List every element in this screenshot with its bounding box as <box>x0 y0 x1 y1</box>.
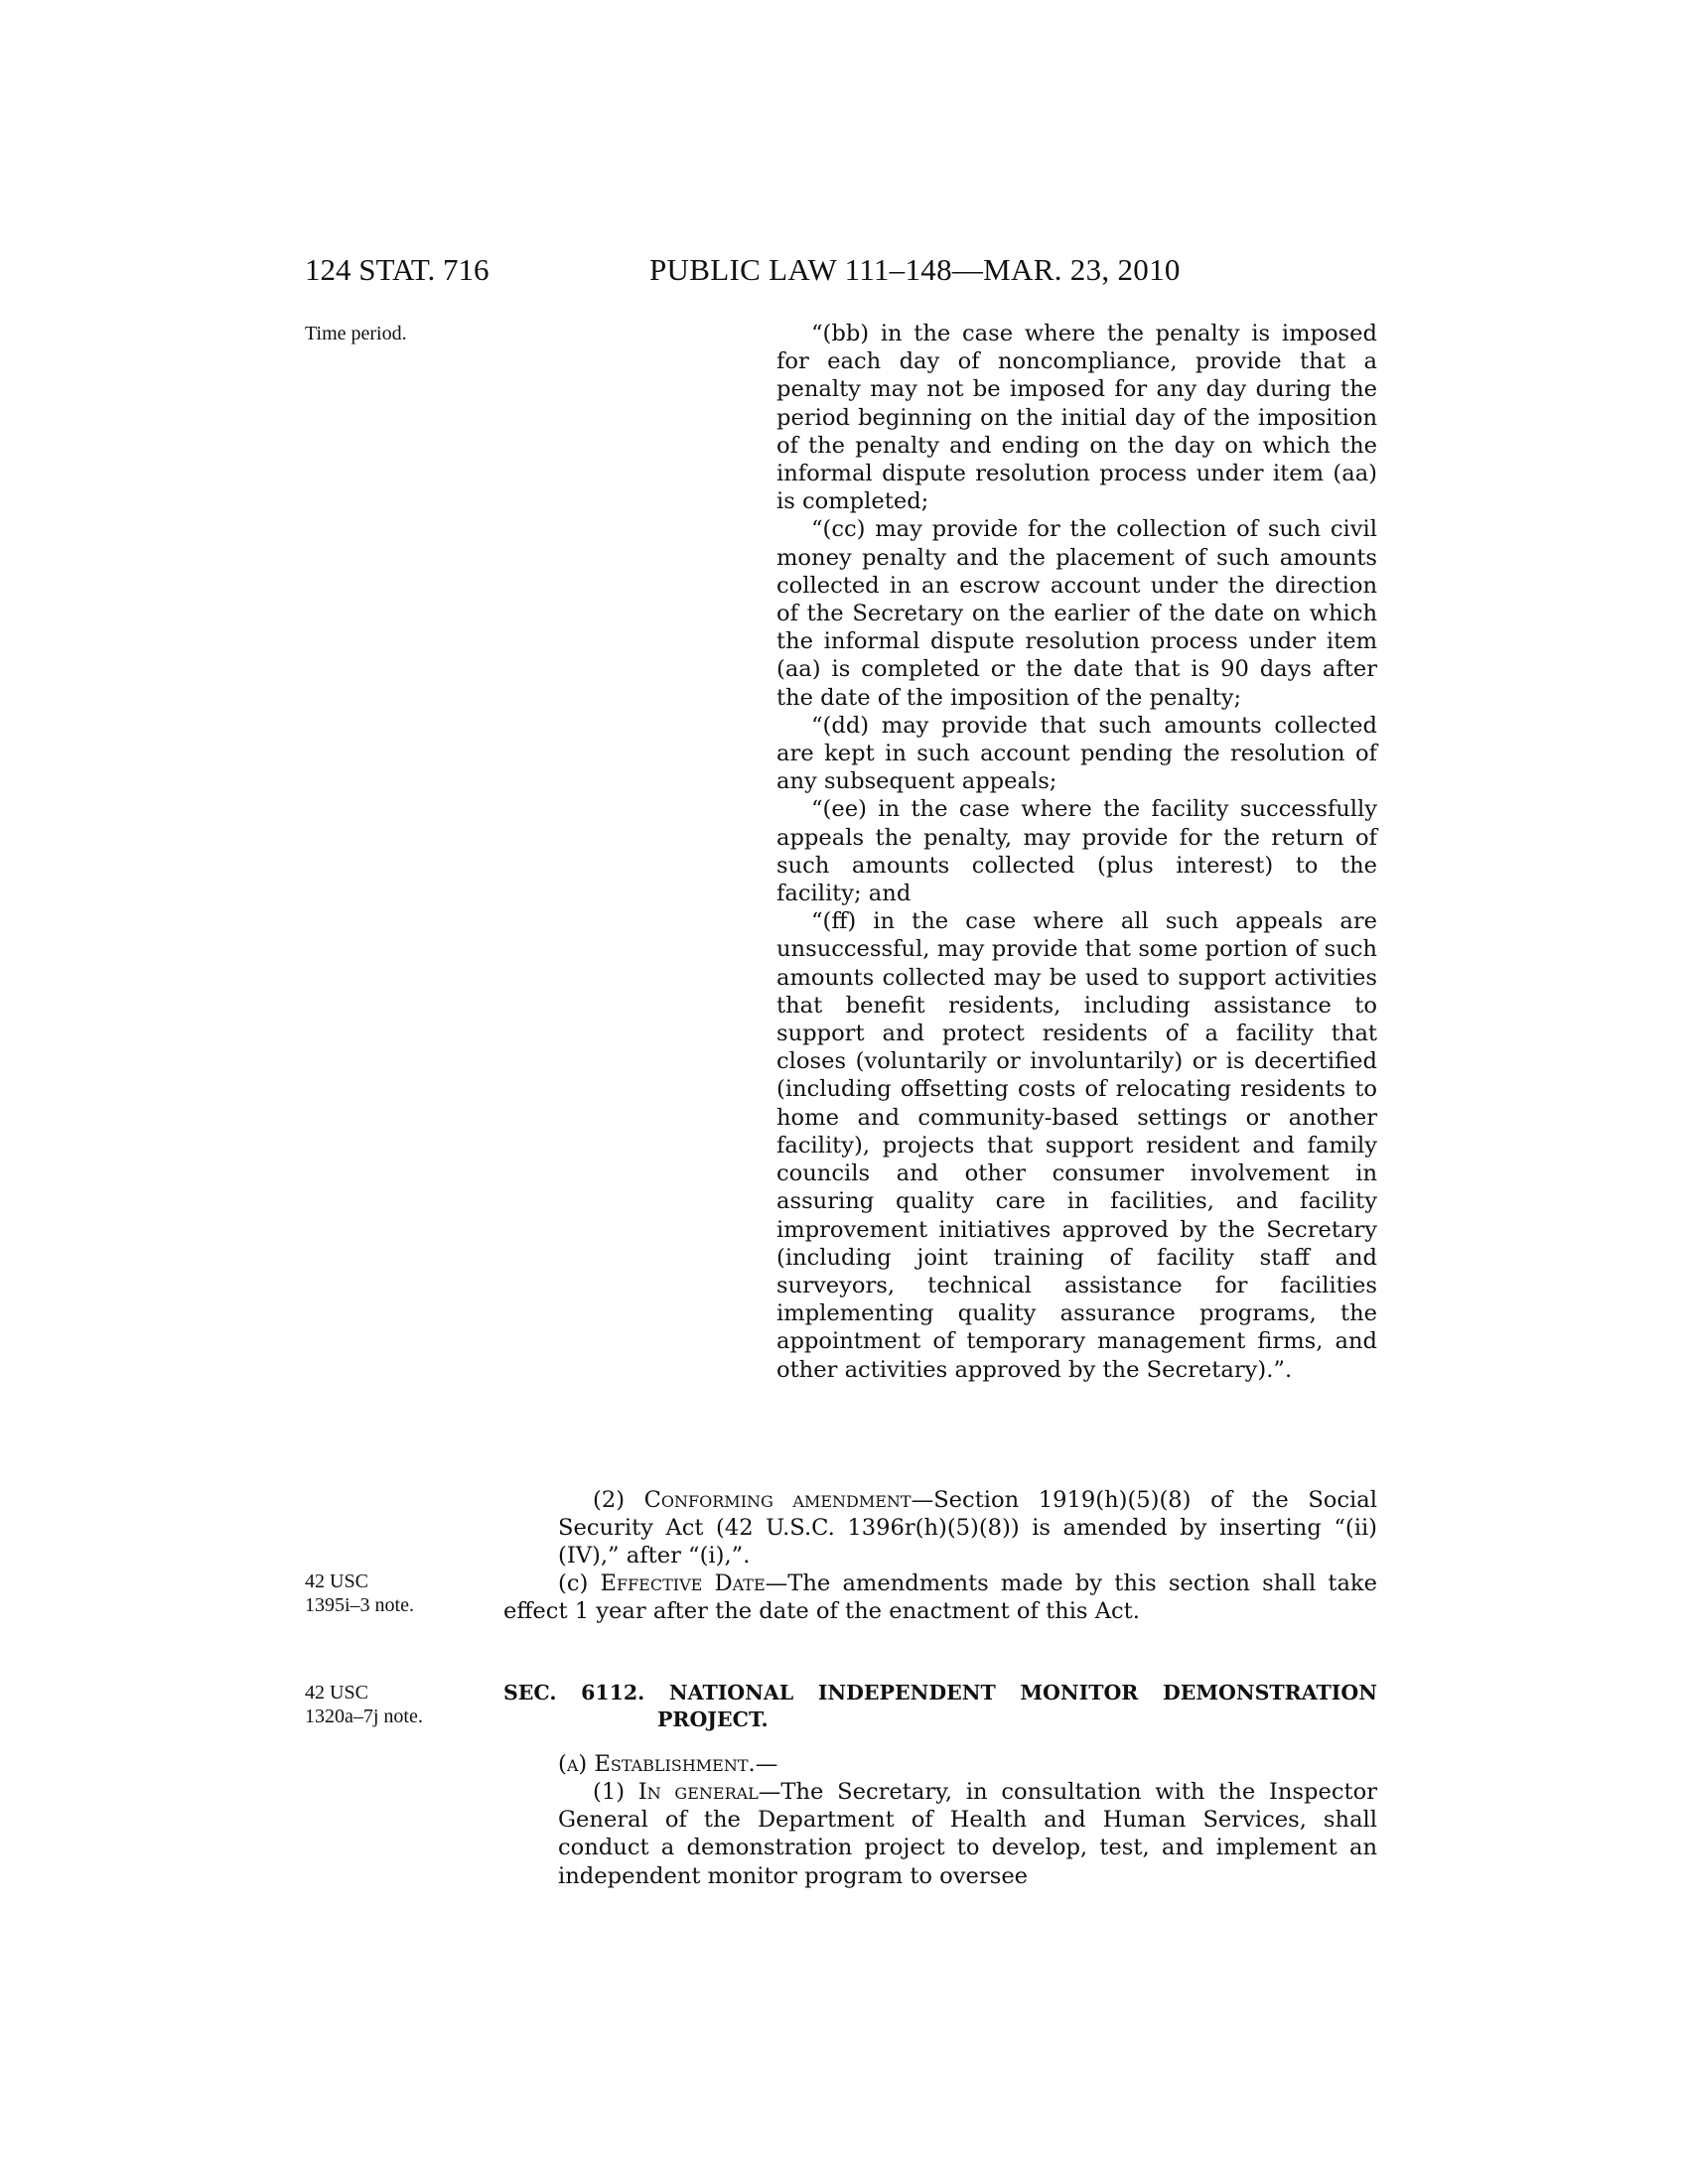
page-header <box>0 250 1688 290</box>
subitem-dd: “(dd) may provide that such amounts collected are kept in such account pending the resolution of any subsequent appeals; <box>776 712 1377 795</box>
subsection-heading: (a) Establishment.— <box>558 1751 778 1777</box>
section-title-line-2: PROJECT. <box>657 1707 769 1731</box>
paragraph-text: Section 1919(h)(5)(8) of the Social Security Act (42 U.S.C. 1396r(h)(5)(8)) is amended by inserting “(ii)(IV),” after “(i),”. <box>558 1487 1377 1570</box>
margin-note-text: Time period. <box>305 323 407 344</box>
paragraph-heading: Conforming amendment <box>643 1487 912 1513</box>
subitem-list <box>776 320 1377 1384</box>
margin-note-line: 1320a–7j note. <box>305 1706 423 1727</box>
public-law-citation: PUBLIC LAW 111–148—MAR. 23, 2010 <box>649 252 1181 287</box>
subitem-ff: “(ff) in the case where all such appeals are unsuccessful, may provide that some portion of such amounts collected may be used to support activities that benefit residents, including assistance to support and protect residents of a facility that closes (voluntarily or involuntarily) or is decertified (including offsetting costs of relocating residents to home and community-based settings or another facility), projects that support resident and family councils and other consumer involvement in assuring quality care in facilities, and facility improvement initiatives approved by the Secretary (including joint training of facility staff and surveyors, technical assistance for facilities implementing quality assurance programs, the appointment of temporary management firms, and other activities approved by the Secretary).”. <box>776 908 1377 1383</box>
subitem-bb: “(bb) in the case where the penalty is imposed for each day of noncompliance, provide that a penalty may not be imposed for any day during the period beginning on the initial day of the imposition of the penalty and ending on the day on which the informal dispute resolution process under item (aa) is completed; <box>776 321 1377 515</box>
effective-date-paragraph <box>503 1570 1377 1625</box>
paragraph-heading: In general <box>637 1779 759 1805</box>
margin-note-usc-1320a <box>305 1681 454 1728</box>
section-heading <box>503 1680 1377 1733</box>
section-label: SEC. <box>503 1681 557 1705</box>
margin-note-line: 42 USC <box>305 1682 368 1704</box>
section-title-word: DEMONSTRATION <box>1162 1681 1377 1705</box>
paragraph-number: (1) <box>593 1779 626 1805</box>
section-title-word: NATIONAL <box>668 1681 794 1705</box>
section-number: 6112. <box>581 1681 645 1705</box>
em-dash: — <box>758 1779 781 1805</box>
subitem-ee: “(ee) in the case where the facility successfully appeals the penalty, may provide for the return of such amounts collected (plus interest) to the facility; and <box>776 796 1377 907</box>
paragraph-number: (2) <box>593 1487 626 1513</box>
statute-page-number: 124 STAT. 716 <box>305 252 490 287</box>
in-general-paragraph <box>558 1778 1377 1890</box>
margin-note-line: 1395i–3 note. <box>305 1594 414 1616</box>
conforming-amendment-paragraph <box>558 1486 1377 1570</box>
margin-note-line: 42 USC <box>305 1570 368 1592</box>
paragraph-heading: Effective Date <box>600 1570 766 1596</box>
subitem-cc: “(cc) may provide for the collection of such civil money penalty and the placement of such amounts collected in an escrow account under the direction of the Secretary on the earlier of the date on which the informal dispute resolution process under item (aa) is completed or the date that is 90 days after the date of the imposition of the penalty; <box>776 516 1377 711</box>
paragraph-number: (c) <box>558 1570 589 1596</box>
establishment-heading <box>558 1750 1377 1778</box>
margin-note-usc-1395i <box>305 1570 454 1617</box>
em-dash: — <box>911 1487 934 1513</box>
paragraph-text: The amendments made by this section shall take effect 1 year after the date of the enactment of this Act. <box>503 1570 1377 1625</box>
paragraph-text: The Secretary, in consultation with the Inspector General of the Department of Health and Human Services, shall conduct a demonstration project to develop, test, and implement an independent monitor program to oversee <box>558 1779 1377 1889</box>
section-heading-line-1 <box>503 1680 1377 1706</box>
margin-note-time-period <box>305 322 454 345</box>
section-title-word: INDEPENDENT <box>817 1681 996 1705</box>
section-title-word: MONITOR <box>1020 1681 1139 1705</box>
em-dash: — <box>765 1570 788 1596</box>
